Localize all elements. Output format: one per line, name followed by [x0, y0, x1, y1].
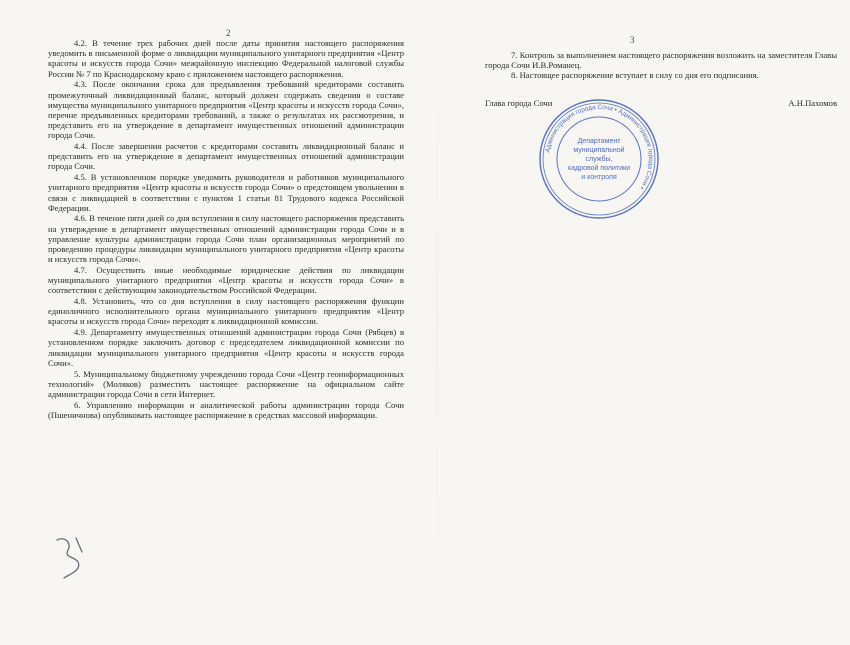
page-fold [437, 0, 438, 645]
paragraph-7: 7. Контроль за выполнением настоящего распоряжения возложить на заместителя Главы города Сочи И.В.Романец. [485, 50, 837, 71]
page-number-right: 3 [630, 35, 635, 45]
paragraph-4-9: 4.9. Департаменту имущественных отношений администрации города Сочи (Рябцев) в установленном порядке заключить договор с председателем ликвидационной комиссии по ликвидации муниципального унитарного предприятия «Центр красоты и искусств города Сочи». [48, 327, 404, 368]
stamp-line-3: службы, [585, 156, 613, 163]
paragraph-4-2: 4.2. В течение трех рабочих дней после даты принятия настоящего распоряжения уведомить в письменной форме о ликвидации муниципального унитарного предприятия «Центр красоты и искусств города Сочи» межрайонную инспекцию Федеральной налоговой службы России № 7 по Краснодарскому краю с приложением настоящего распоряжения. [48, 38, 404, 79]
signature-title: Глава города Сочи [485, 98, 553, 108]
paragraph-4-6: 4.6. В течение пяти дней со дня вступления в силу настоящего распоряжения представить на утверждение в департамент имущественных отношений администрации города Сочи и в управление культуры администрации города Сочи план организационных мероприятий по проведению процедуры ликвидации муниципального унитарного предприятия «Центр красоты и искусств города Сочи». [48, 213, 404, 265]
page-number-left: 2 [226, 28, 231, 38]
signature-name: А.Н.Пахомов [788, 98, 837, 108]
left-page-text [48, 38, 404, 421]
right-page-text [485, 50, 837, 81]
paragraph-4-3: 4.3. После окончания срока для предъявления требований кредиторами составить промежуточный ликвидационный баланс, который должен содержать сведения о составе имущества муниципального унитарного предприятия «Центр красоты и искусств города Сочи», перечне предъявленных кредиторами требований, а также о результатах их рассмотрения, и представить его на утверждение в департамент имущественных отношений администрации города Сочи. [48, 79, 404, 141]
stamp-line-5: и контроля [581, 174, 617, 181]
stamp-outer-text: Администрация города Сочи • Администрация города Сочи • [544, 103, 655, 191]
paragraph-4-8: 4.8. Установить, что со дня вступления в силу настоящего распоряжения функции единоличного исполнительного органа муниципального унитарного предприятия «Центр красоты и искусств города Сочи» переходят к ликвидационной комиссии. [48, 296, 404, 327]
official-stamp [538, 98, 660, 220]
stamp-line-2: муниципальной [573, 147, 625, 154]
paragraph-4-7: 4.7. Осуществить иные необходимые юридические действия по ликвидации муниципального унитарного предприятия «Центр красоты и искусств города Сочи» в соответствии с действующим законодательством Российской Федерации. [48, 264, 404, 296]
paragraph-6: 6. Управлению информации и аналитической работы администрации города Сочи (Пшеничнова) опубликовать настоящее распоряжение в средствах массовой информации. [48, 399, 404, 420]
handwritten-mark [52, 532, 92, 582]
stamp-line-4: кадровой политики [568, 165, 630, 172]
paragraph-4-4: 4.4. После завершения расчетов с кредиторами составить ликвидационный баланс и представить его на утверждение в департамент имущественных отношений администрации города Сочи. [48, 141, 404, 172]
stamp-line-1: Департамент [577, 138, 621, 145]
paragraph-5: 5. Муниципальному бюджетному учреждению города Сочи «Центр геоинформационных технологий» (Моляков) разместить настоящее распоряжение на официальном сайте администрации города Сочи в сети Интернет. [48, 368, 404, 399]
paragraph-4-5: 4.5. В установленном порядке уведомить руководителя и работников муниципального унитарного предприятия «Центр красоты и искусств города Сочи» о предстоящем увольнении в связи с ликвидацией в соответствии с пунктом 1 статьи 81 Трудового кодекса Российской Федерации. [48, 172, 404, 213]
paragraph-8: 8. Настоящее распоряжение вступает в силу со дня его подписания. [511, 70, 759, 81]
